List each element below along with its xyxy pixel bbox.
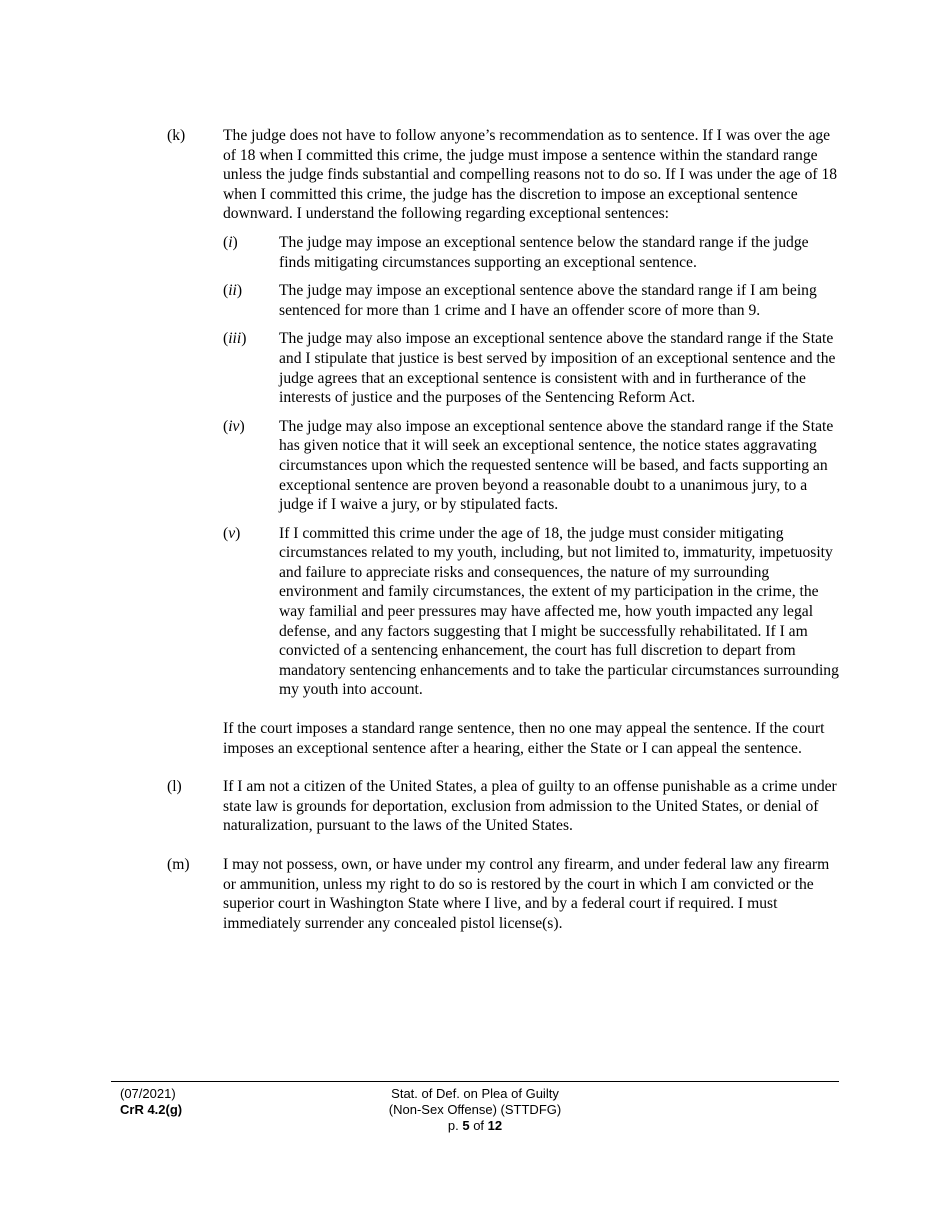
paragraph-l-label: (l) — [167, 778, 182, 796]
subitem-i — [0, 233, 950, 272]
paragraph-m-label: (m) — [167, 856, 190, 873]
document-body — [0, 126, 950, 933]
footer-left — [120, 1086, 182, 1118]
subitem-v — [0, 524, 950, 700]
subitem-v-text: If I committed this crime under the age of 18, the judge must consider mitigating circumstances related to my youth, including, but not limited to, immaturity, impetuosity and failure to appreciate risks and consequences, the nature of my surrounding environment and family circumstances, the extent of my participation in the crime, the way familial and peer pressures may have affected me, how youth impacted any legal defense, and any factors suggesting that I might be successfully rehabilitated. If I am convicted of a sentencing enhancement, the court has full discretion to depart from mandatory sentencing enhancements and to take the particular circumstances surrounding my youth into account. — [279, 524, 839, 699]
subitem-i-label: (i) — [223, 233, 238, 251]
subitem-iii — [0, 329, 950, 407]
subitem-iii-label: (iii) — [223, 330, 247, 348]
footer-divider — [111, 1081, 839, 1082]
page-number: p. 5 of 12 — [447, 1118, 503, 1133]
footer-title-line2: (Non-Sex Offense) (STTDFG) — [388, 1102, 562, 1117]
subitem-ii — [0, 281, 950, 320]
subitem-iv-text: The judge may also impose an exceptional sentence above the standard range if the State has given notice that it will seek an exceptional sentence, the notice states aggravating circumstances upon which the requested sentence will be based, and facts supporting an exceptional sentence are proven beyond a reasonable doubt to a unanimous jury, to a judge if I waive a jury, or by stipulated facts. — [279, 417, 834, 514]
subitem-ii-text: The judge may impose an exceptional sentence above the standard range if I am being sentenced for more than 1 crime and I have an offender score of more than 9. — [279, 282, 817, 319]
paragraph-m — [0, 855, 950, 933]
subitem-i-text: The judge may impose an exceptional sentence below the standard range if the judge finds mitigating circumstances supporting an exceptional sentence. — [279, 233, 809, 271]
paragraph-l-text: If I am not a citizen of the United States, a plea of guilty to an offense punishable as a crime under state law is grounds for deportation, exclusion from admission to the United States, or denial of naturalization, pursuant to the laws of the United States. — [223, 778, 837, 835]
subitem-ii-label: (ii) — [223, 282, 243, 300]
subitem-iv — [0, 417, 950, 515]
footer-rule-ref: CrR 4.2(g) — [120, 1102, 183, 1117]
paragraph-k-label: (k) — [167, 127, 186, 144]
paragraph-l — [0, 777, 950, 836]
subitem-v-label: (v) — [223, 524, 241, 542]
subitem-iv-label: (iv) — [223, 417, 245, 435]
page-total: 12 — [487, 1118, 503, 1133]
paragraph-k-text: The judge does not have to follow anyone’s recommendation as to sentence. If I was over the age of 18 when I committed this crime, the judge must impose a sentence within the standard range unless the judge finds substantial and compelling reasons not to do so. If I was under the age of 18 when I committed this crime, the judge has the discretion to impose an exceptional sentence downward. I understand the following regarding exceptional sentences: — [223, 127, 838, 223]
page-current: 5 — [462, 1118, 470, 1133]
footer-title-line1: Stat. of Def. on Plea of Guilty — [391, 1086, 559, 1101]
paragraph-k-closing: If the court imposes a standard range sentence, then no one may appeal the sentence. If the court imposes an exceptional sentence after a hearing, either the State or I can appeal the sentence. — [223, 720, 825, 757]
subitem-iii-text: The judge may also impose an exceptional sentence above the standard range if the State and I stipulate that justice is best served by imposition of an exceptional sentence and the judge agrees that an exceptional sentence is consistent with and in furtherance of the interests of justice and the purposes of the Sentencing Reform Act. — [279, 330, 836, 407]
footer-date: (07/2021) — [120, 1086, 176, 1101]
paragraph-k — [0, 126, 950, 224]
paragraph-m-text: I may not possess, own, or have under my control any firearm, and under federal law any firearm or ammunition, unless my right to do so is restored by the court in which I am convicted or the superior court in Washington State where I live, and by a federal court if required. I must immediately surrender any concealed pistol license(s). — [223, 856, 830, 932]
footer-center — [375, 1086, 575, 1134]
